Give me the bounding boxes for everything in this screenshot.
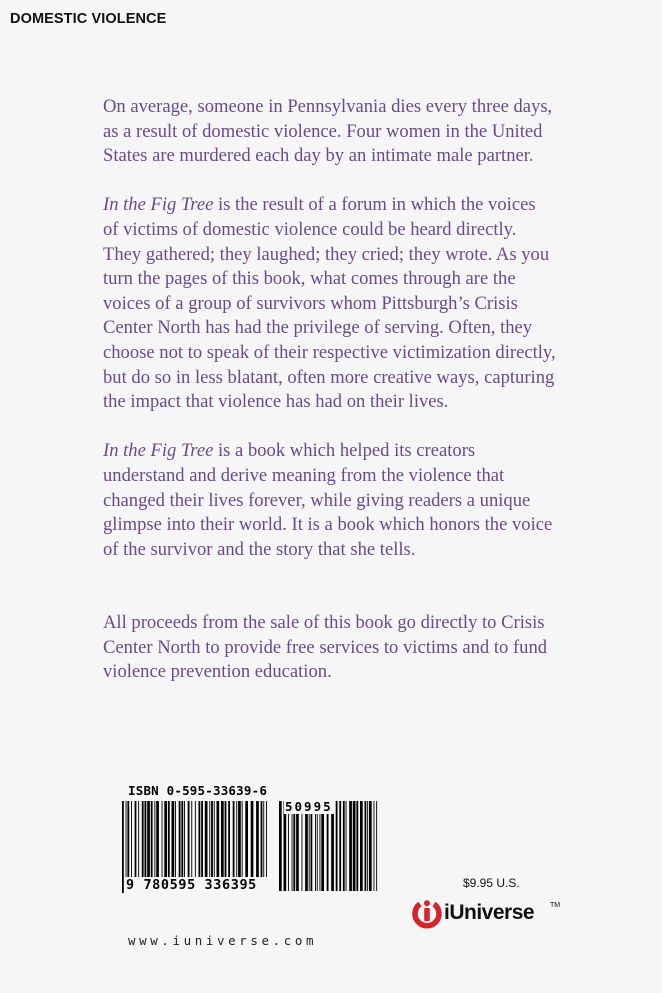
barcode-bar [256, 801, 259, 881]
isbn-number: ISBN 0-595-33639-6 [128, 783, 268, 798]
blurb-paragraph-3-text: is a book which helped its creators understand and derive meaning from the violence that changed their lives forever, while giving readers a unique glimpse into their world. It is a book which honors the voice of the survivor and the story that she tells. [103, 440, 553, 560]
barcode-bar [142, 801, 144, 881]
barcode-bar [217, 801, 220, 881]
barcode-bar [225, 801, 227, 881]
barcode-bar [305, 801, 308, 891]
barcode-bar [349, 801, 352, 891]
barcode-bar [147, 801, 150, 881]
barcode-bar [336, 801, 338, 891]
barcode-bar [214, 801, 215, 881]
back-cover-blurb [103, 95, 623, 685]
barcode-bar [317, 801, 318, 891]
barcode-bar [181, 801, 183, 881]
barcode-bar [205, 801, 208, 881]
barcode-bar [164, 801, 167, 881]
barcode-bar [251, 801, 254, 881]
barcode-bar [292, 801, 293, 891]
trademark-symbol: TM [550, 902, 561, 909]
website-url: www.iuniverse.com [128, 933, 318, 948]
barcode-bar [209, 801, 210, 881]
ean-digits: 9 780595 336395 [124, 877, 272, 893]
publisher-name: iUniverse [444, 901, 535, 924]
barcode-bar [179, 801, 181, 881]
blurb-paragraph-1: On average, someone in Pennsylvania dies every three days, as a result of domestic violence. Four women in the United States are murdered each day by an intimate male partner. [103, 96, 553, 167]
barcode-bar [339, 801, 341, 891]
barcode-bar [346, 801, 347, 891]
barcode-bar [311, 801, 313, 891]
barcode-bar [279, 801, 282, 891]
barcode-bar [127, 801, 129, 881]
price-barcode-bars [279, 801, 380, 891]
barcode-bar [172, 801, 175, 881]
barcode-bar [360, 801, 363, 891]
barcode-bar [131, 801, 132, 881]
barcode-bar [162, 801, 163, 881]
book-title: In the Fig Tree [103, 194, 214, 216]
barcode-bar [211, 801, 213, 881]
barcode-bar [320, 801, 321, 891]
barcode-bar [302, 801, 303, 891]
barcode-bar [135, 801, 137, 881]
retail-price: $9.95 U.S. [463, 876, 520, 890]
barcode-bar [374, 801, 375, 891]
barcode-bar [236, 801, 237, 881]
barcode-bar [199, 801, 201, 881]
barcode-bar [138, 801, 139, 881]
barcode-bar [201, 801, 203, 881]
blurb-paragraph-2-text: is the result of a forum in which the voices of victims of domestic violence could be heard directly. They gathered; they laughed; they cried; they wrote. As you turn the pages of this book, what comes through are the voices of a group of survivors whom Pittsburgh’s Crisis Center North has had the privilege of serving. Often, they choose not to speak of their respective victimization directly, but do so in less blatant, often more creative ways, capturing the impact that violence has had on their lives. [103, 194, 556, 413]
barcode-bar [356, 801, 358, 891]
barcode-bar [321, 801, 324, 891]
barcode-bar [343, 801, 345, 891]
barcode-bar [156, 801, 159, 881]
proceeds-note: All proceeds from the sale of this book go directly to Crisis Center North to provide free services to victims and to fund violence prevention education. [103, 612, 548, 683]
barcode-bar [145, 801, 147, 881]
barcode-bar [184, 801, 185, 881]
barcode-bar [151, 801, 153, 881]
barcode-bar [369, 801, 372, 891]
price-code: 50995 [285, 799, 333, 814]
barcode-bar [245, 801, 248, 881]
barcode-bar [154, 801, 155, 881]
barcode-bar [296, 801, 299, 891]
barcode-bar [168, 801, 170, 881]
barcode-bar [353, 801, 356, 891]
category-label: DOMESTIC VIOLENCE [10, 11, 167, 27]
barcode-bar [221, 801, 224, 881]
book-title: In the Fig Tree [103, 440, 214, 462]
blurb-paragraph-3 [103, 439, 623, 562]
isbn-barcode [122, 783, 384, 911]
barcode-bar [233, 801, 235, 881]
barcode-bar [367, 801, 368, 891]
iuniverse-logo [412, 899, 572, 933]
barcode-bar [365, 801, 367, 891]
barcode-bar [175, 801, 176, 881]
barcode-bar [188, 801, 190, 881]
barcode-bar [284, 801, 287, 891]
iuniverse-mark-icon [412, 899, 442, 931]
barcode-bar [228, 801, 230, 881]
barcode-bar [238, 801, 241, 881]
blurb-paragraph-2 [103, 193, 623, 414]
barcode-bar [309, 801, 310, 891]
barcode-bar [327, 801, 329, 891]
barcode-bar [331, 801, 334, 891]
barcode-bar [376, 801, 377, 891]
barcode-bar [261, 801, 263, 881]
barcode-bar [288, 801, 289, 891]
barcode-bar [293, 801, 295, 891]
barcode-bar [315, 801, 316, 891]
barcode-bar [191, 801, 192, 881]
barcode-bar [242, 801, 243, 881]
